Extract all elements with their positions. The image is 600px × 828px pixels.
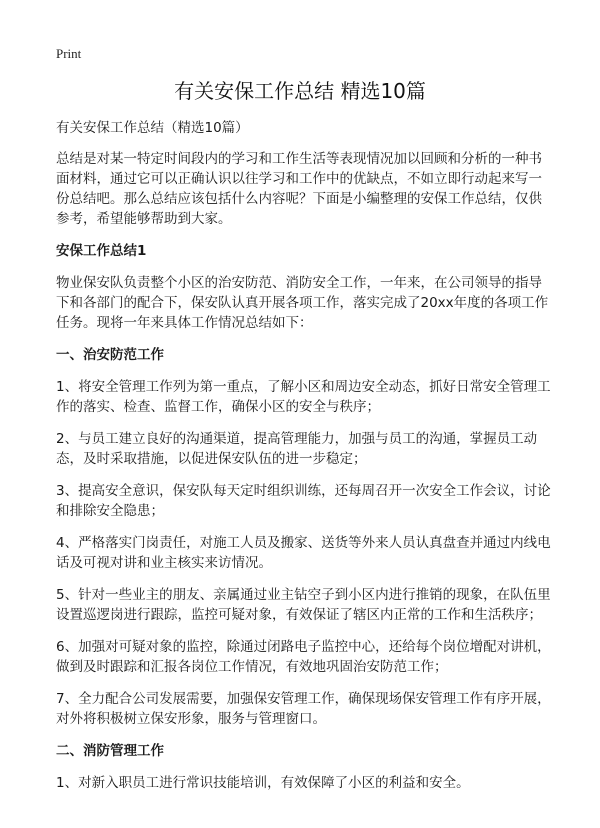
part-heading-security: 一、治安防范工作	[56, 347, 164, 363]
section-intro-paragraph: 物业保安队负责整个小区的治安防范、消防安全工作，一年来，在公司领导的指导下和各部门的配合下，保安队认真开展各项工作，落实完成了20xx年度的各项工作任务。现将一年来具体工作情况总结如下：	[56, 275, 549, 331]
document-title: 有关安保工作总结 精选10篇	[174, 79, 426, 103]
print-link[interactable]: Print	[56, 46, 82, 61]
list-item: 3、提高安全意识，保安队每天定时组织训练，还每周召开一次安全工作会议，讨论和排除安全隐患；	[56, 483, 551, 519]
part-heading-fire: 二、消防管理工作	[56, 743, 164, 759]
list-item: 4、严格落实门岗责任，对施工人员及搬家、送货等外来人员认真盘查并通过内线电话及可视对讲和业主核实来访情况。	[56, 535, 551, 571]
list-item: 7、全力配合公司发展需要，加强保安管理工作，确保现场保安管理工作有序开展，对外将积极树立保安形象，服务与管理窗口。	[56, 691, 551, 727]
intro-paragraph: 总结是对某一特定时间段内的学习和工作生活等表现情况加以回顾和分析的一种书面材料，通过它可以正确认识以往学习和工作中的优缺点，不如立即行动起来写一份总结吧。那么总结应该包括什么内容呢？下面是小编整理的安保工作总结，仅供参考，希望能够帮助到大家。	[56, 151, 542, 227]
list-item: 6、加强对可疑对象的监控，除通过闭路电子监控中心，还给每个岗位增配对讲机，做到及时跟踪和汇报各岗位工作情况，有效地巩固治安防范工作；	[56, 639, 551, 675]
document-subtitle: 有关安保工作总结（精选10篇）	[56, 120, 249, 136]
list-item: 1、对新入职员工进行常识技能培训，有效保障了小区的利益和安全。	[56, 775, 470, 791]
list-item: 5、针对一些业主的朋友、亲属通过业主钻空子到小区内进行推销的现象，在队伍里设置巡逻岗进行跟踪，监控可疑对象，有效保证了辖区内正常的工作和生活秩序；	[56, 587, 551, 623]
document-body	[56, 119, 552, 805]
list-item: 2、与员工建立良好的沟通渠道，提高管理能力，加强与员工的沟通，掌握员工动态，及时采取措施，以促进保安队伍的进一步稳定；	[56, 431, 538, 467]
list-item: 1、将安全管理工作列为第一重点，了解小区和周边安全动态，抓好日常安全管理工作的落实、检查、监督工作，确保小区的安全与秩序；	[56, 379, 551, 415]
section-heading: 安保工作总结1	[56, 243, 147, 259]
